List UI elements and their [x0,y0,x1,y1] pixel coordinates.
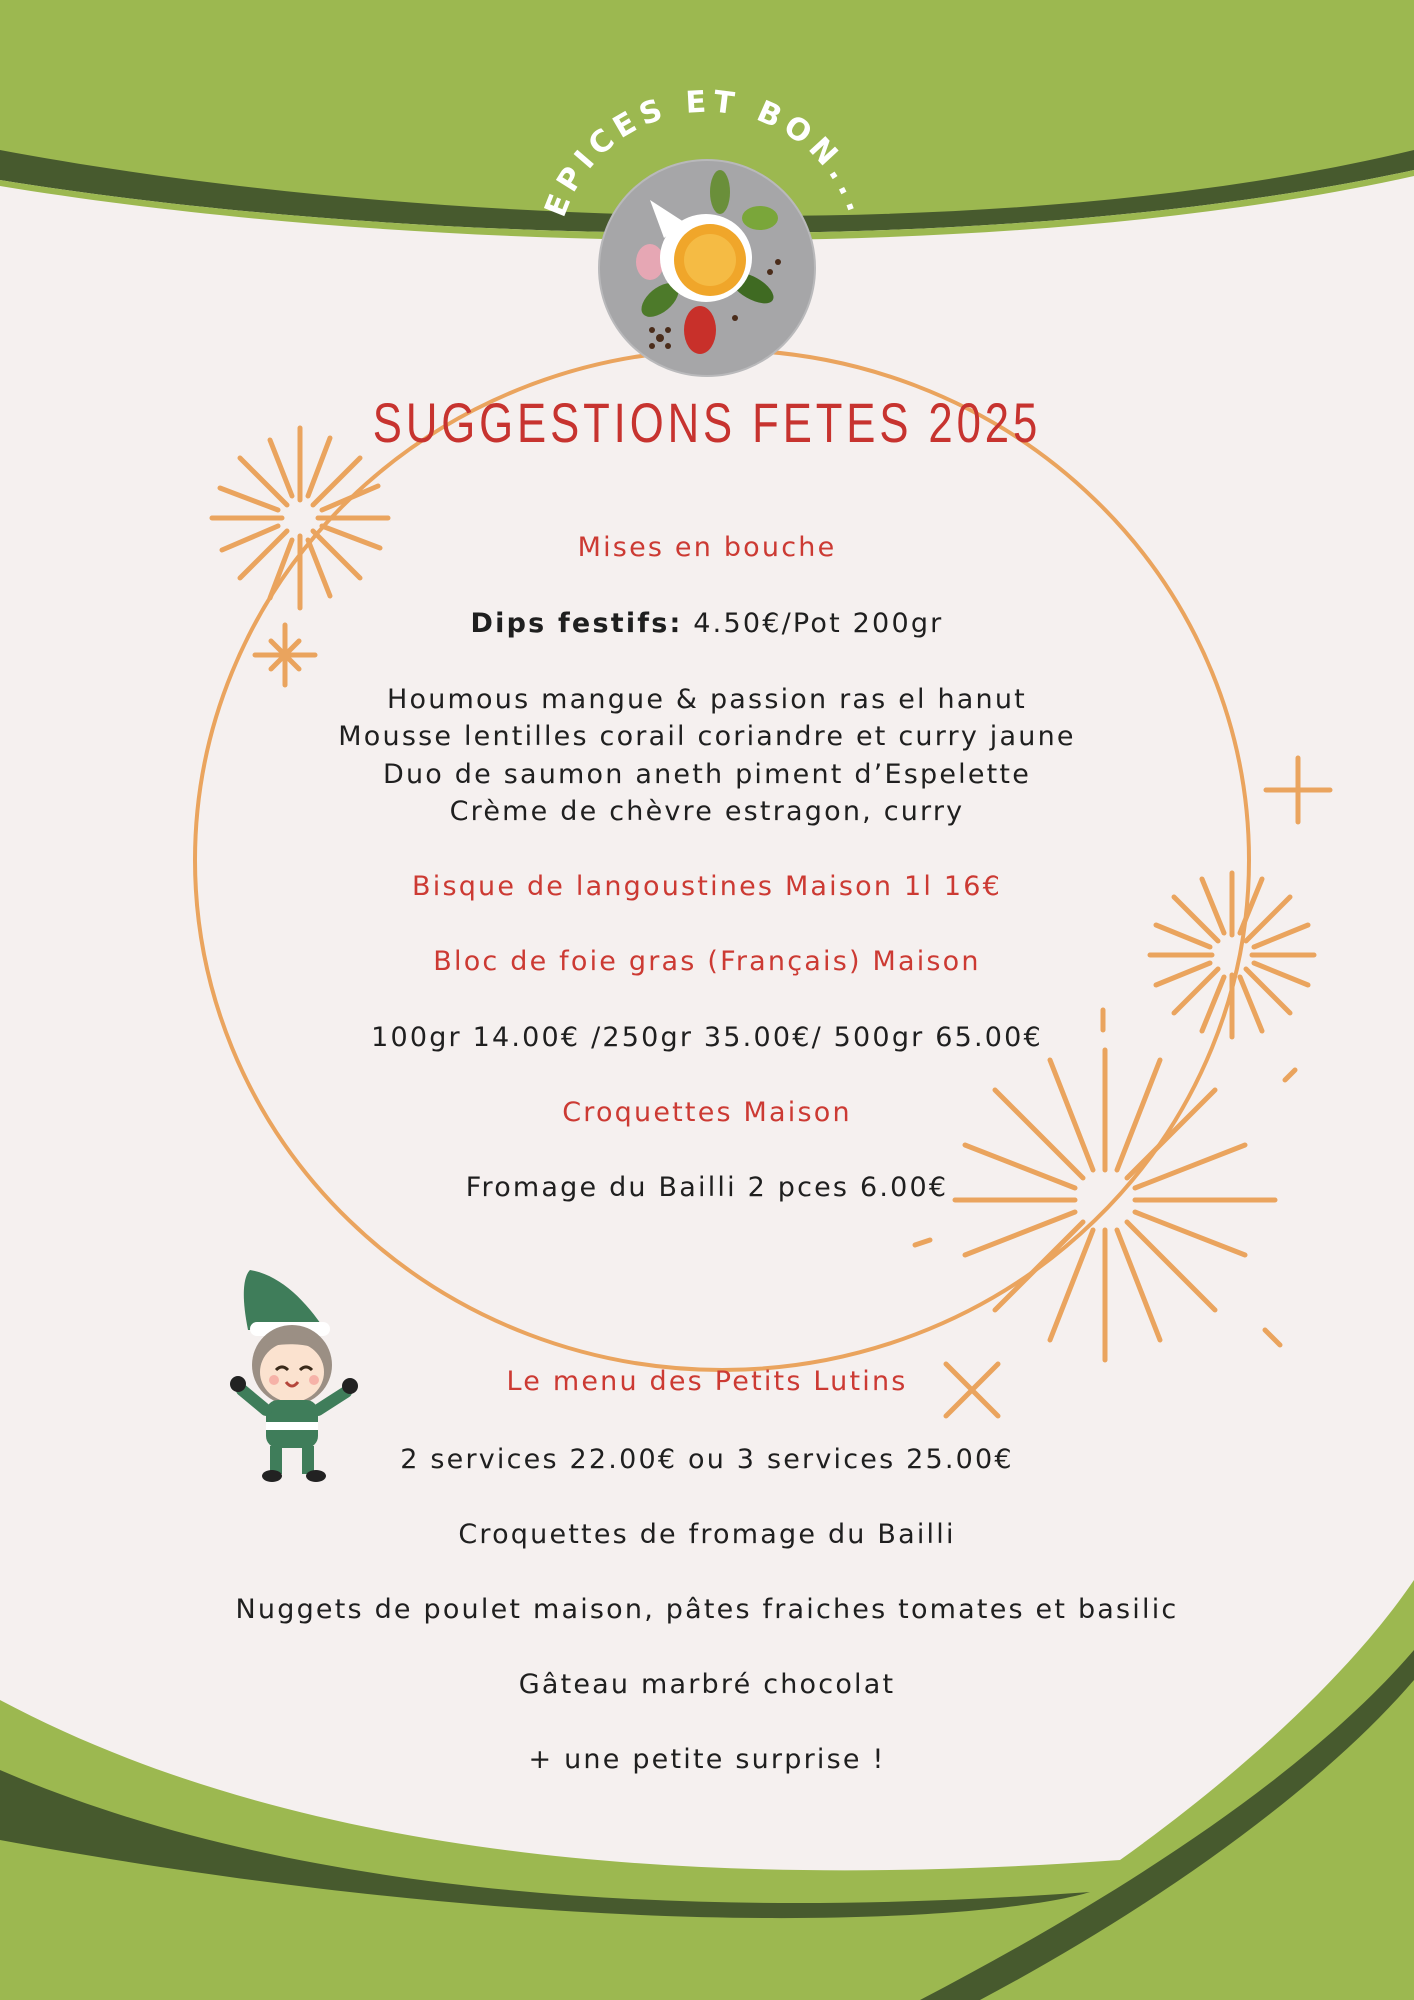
lutins-item: 2 services 22.00€ ou 3 services 25.00€ [400,1444,1014,1475]
dips-item: Houmous mangue & passion ras el hanut [387,684,1027,715]
bisque-line: Bisque de langoustines Maison 1l 16€ [412,871,1002,902]
dips-item: Duo de saumon aneth piment d’Espelette [382,759,1032,790]
lutins-item: + une petite surprise ! [528,1744,886,1775]
lutins-item: Gâteau marbré chocolat [518,1669,896,1700]
logo-arc-text: EPICES ET BON... [538,84,877,222]
section-title-lutins: Le menu des Petits Lutins [506,1366,908,1397]
lutins-item: Croquettes de fromage du Bailli [458,1519,956,1550]
page-title: SUGGESTIONS FETES 2025 [372,391,1042,454]
dips-item: Crème de chèvre estragon, curry [449,796,965,827]
dips-price: 4.50€/Pot 200gr [682,608,944,639]
foie-gras-prices: 100gr 14.00€ /250gr 35.00€/ 500gr 65.00€ [371,1022,1043,1053]
section-title-mises: Mises en bouche [577,532,837,563]
dips-label: Dips festifs: [470,608,683,639]
lutins-item: Nuggets de poulet maison, pâtes fraiches tomates et basilic [235,1594,1179,1625]
croquettes-item: Fromage du Bailli 2 pces 6.00€ [465,1172,949,1203]
dips-item: Mousse lentilles corail coriandre et curry jaune [338,721,1076,752]
dips-line [0,608,1414,639]
section-title-croquettes: Croquettes Maison [562,1097,852,1128]
section-title-foie-gras: Bloc de foie gras (Français) Maison [433,946,981,977]
